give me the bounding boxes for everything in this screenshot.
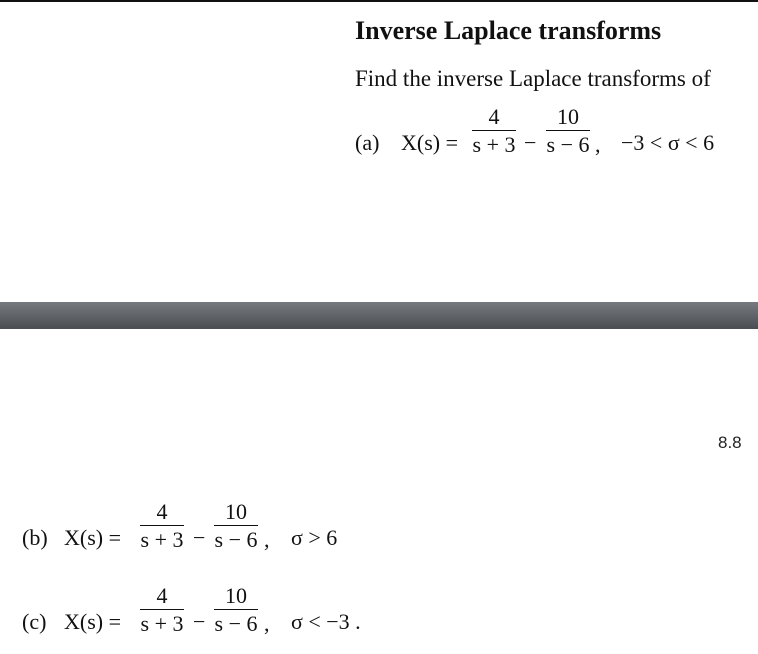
denominator: s − 6 — [214, 611, 258, 637]
section-divider-bar — [0, 302, 758, 329]
equation-label: (c) — [22, 609, 47, 634]
fraction-2 — [213, 583, 259, 638]
fraction-2 — [213, 499, 259, 554]
minus-sign: − — [524, 130, 537, 155]
numerator: 10 — [557, 104, 579, 129]
comma: , — [264, 611, 270, 636]
numerator: 10 — [225, 499, 247, 524]
region-of-convergence: −3 < σ < 6 — [621, 130, 715, 155]
page-title: Inverse Laplace transforms — [355, 16, 662, 45]
equation-label: (b) — [22, 525, 48, 550]
region-of-convergence: σ < −3 . — [291, 609, 361, 634]
equation-lhs: X(s) = — [401, 130, 459, 155]
numerator: 4 — [156, 499, 168, 524]
denominator: s − 6 — [214, 527, 258, 553]
fraction-1 — [139, 583, 185, 638]
numerator: 4 — [488, 104, 500, 129]
denominator: s − 6 — [546, 132, 590, 158]
denominator: s + 3 — [140, 611, 184, 637]
equation-lhs: X(s) = — [64, 525, 122, 550]
equation-label: (a) — [355, 130, 380, 155]
numerator: 4 — [156, 583, 168, 608]
minus-sign: − — [193, 525, 206, 550]
fraction-1 — [139, 499, 185, 554]
comma: , — [264, 527, 270, 552]
equation-lhs: X(s) = — [64, 609, 122, 634]
page-number: 8.8 — [718, 433, 742, 452]
denominator: s + 3 — [472, 132, 516, 158]
fraction-2 — [545, 104, 591, 159]
numerator: 10 — [225, 583, 247, 608]
intro-text: Find the inverse Laplace transforms of — [355, 66, 711, 91]
fraction-1 — [471, 104, 517, 159]
top-rule — [0, 0, 758, 2]
denominator: s + 3 — [140, 527, 184, 553]
region-of-convergence: σ > 6 — [291, 525, 338, 550]
comma: , — [595, 132, 601, 157]
minus-sign: − — [193, 609, 206, 634]
